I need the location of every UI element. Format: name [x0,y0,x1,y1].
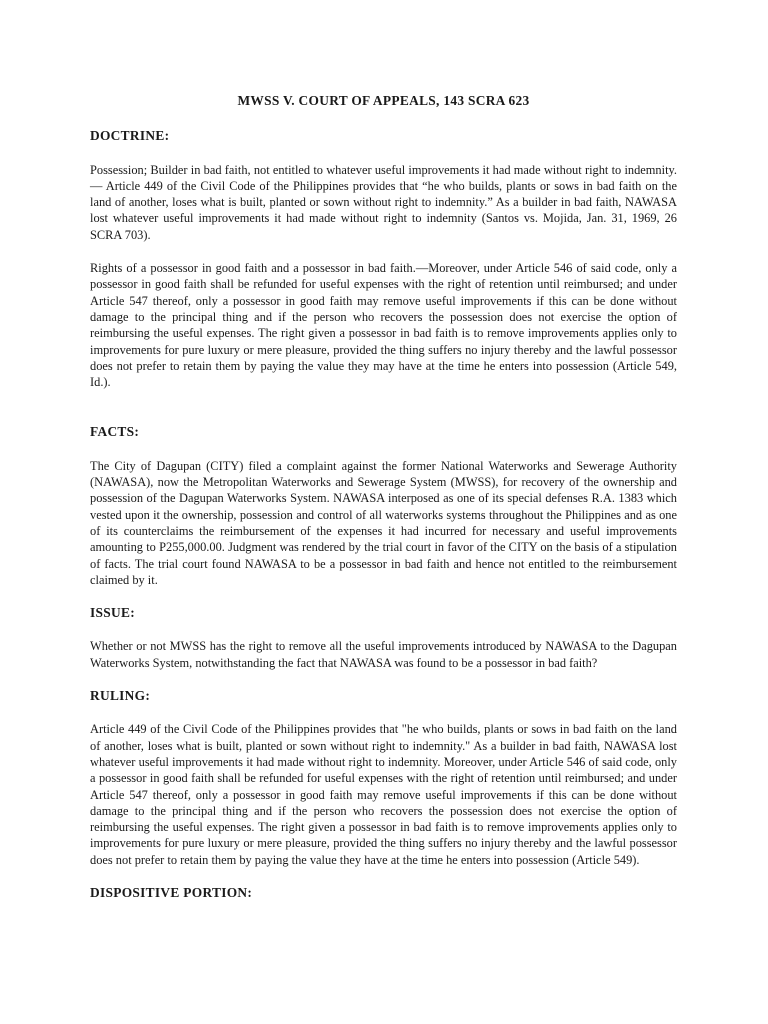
facts-paragraph: The City of Dagupan (CITY) filed a complaint against the former National Waterworks and Sewerage Authority (NAWASA), now the Metropolitan Waterworks and Sewerage System (MWSS), for recovery of the ownership and possession of the Dagupan Waterworks System. NAWASA interposed as one of its special defenses R.A. 1383 which vested upon it the ownership, possession and control of all waterworks systems throughout the Philippines and as one of its counterclaims the reimbursement of the expenses it had incurred for necessary and useful improvements amounting to P255,000.00. Judgment was rendered by the trial court in favor of the CITY on the basis of a stipulation of facts. The trial court found NAWASA to be a possessor in bad faith and hence not entitled to the reimbursement claimed by it. [90,458,677,587]
dispositive-heading: DISPOSITIVE PORTION: [90,884,253,900]
ruling-paragraph: Article 449 of the Civil Code of the Philippines provides that "he who builds, plants or sows in bad faith on the land of another, loses what is built, planted or sown without right to indemnity." As a builder in bad faith, NAWASA lost whatever useful improvements it had made without right to indemnity. Moreover, under Article 546 of said code, only a possessor in good faith shall be refunded for useful expenses with the right of retention until reimbursed; and under Article 547 thereof, only a possessor in good faith may remove useful improvements if this can be done without damage to the principal thing and if the person who recovers the possession does not exercise the option of reimbursing the useful expenses. The right given a possessor in bad faith is to remove improvements applies only to improvements for pure luxury or mere pleasure, provided the thing suffers no injury thereby and the lawful possessor does not prefer to retain them by paying the value they have at the time he enters into possession (Article 549). [90,722,677,867]
doctrine-paragraph-1: Possession; Builder in bad faith, not entitled to whatever useful improvements it had made without right to indemnity.— Article 449 of the Civil Code of the Philippines provides that “he who builds, plants or sows in bad faith on the land of another, loses what is built, planted or sown without right to indemnity.” As a builder in bad faith, NAWASA lost whatever useful improvements it had made without right to indemnity (Santos vs. Mojida, Jan. 31, 1969, 26 SCRA 703). [90,162,677,242]
doctrine-heading: DOCTRINE: [90,128,170,144]
doctrine-paragraph-2: Rights of a possessor in good faith and a possessor in bad faith.—Moreover, under Article 546 of said code, only a possessor in good faith shall be refunded for useful expenses with the right of retention until reimbursed; and under Article 547 thereof, only a possessor in good faith may remove useful improvements if this can be done without damage to the principal thing and if the person who recovers the possession does not exercise the option of reimbursing the useful expenses. The right given a possessor in bad faith is to remove improvements applies only to improvements for pure luxury or mere pleasure, provided the thing suffers no injury thereby and the lawful possessor does not prefer to retain them by paying the value they may have at the time he enters into possession (Article 549, Id.). [90,261,677,390]
facts-heading: FACTS: [90,424,140,440]
ruling-heading: RULING: [90,688,151,704]
issue-heading: ISSUE: [90,605,135,621]
page-title: MWSS V. COURT OF APPEALS, 143 SCRA 623 [237,93,530,108]
issue-paragraph: Whether or not MWSS has the right to remove all the useful improvements introduced by NAWASA to the Dagupan Waterworks System, notwithstanding the fact that NAWASA was found to be a possessor in bad faith? [90,639,677,670]
